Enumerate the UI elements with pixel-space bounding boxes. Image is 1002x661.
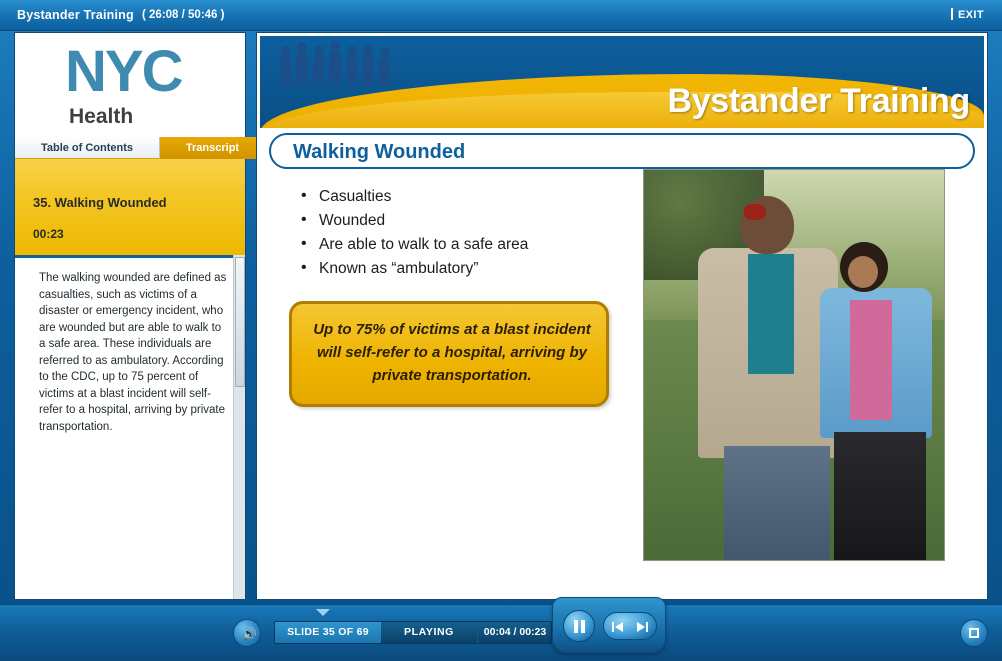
transport-controls [552, 597, 666, 653]
next-icon-bar [646, 622, 648, 632]
transcript-scrollbar[interactable] [233, 255, 245, 599]
callout-text: Up to 75% of victims at a blast incident will self-refer to a hospital, arriving by private transportation. [313, 321, 591, 384]
player-control-bar [0, 604, 1002, 661]
list-item: • Known as “ambulatory” [299, 257, 659, 280]
photo-head-wound [744, 204, 766, 220]
banner-title: Bystander Training [667, 82, 970, 120]
previous-icon[interactable] [615, 622, 623, 632]
photo-man-shirt [748, 254, 794, 374]
photo-man-jeans [724, 446, 830, 561]
title-bar [0, 0, 1002, 31]
callout-box [289, 301, 609, 407]
transcript-panel [15, 255, 245, 599]
slide-photo [643, 169, 945, 561]
transcript-text: The walking wounded are defined as casualties, such as victims of a disaster or emergency incident, who are wounded but are able to walk to a safe area. These individuals are referred to as ambulatory. According to the CDC, up to 75 percent of victims at a blast incident will self-refer to a hospital, arriving by private transportation. [39, 272, 227, 433]
current-slide-header [15, 159, 245, 255]
sidebar-panel [14, 32, 246, 600]
tab-transcript[interactable]: Transcript [160, 137, 265, 159]
list-item: • Are able to walk to a safe area [299, 233, 659, 256]
slide-heading-box [269, 133, 975, 169]
prev-next-button[interactable] [603, 612, 657, 640]
speaker-icon: 🔊 [242, 627, 257, 641]
list-item: • Wounded [299, 209, 659, 232]
fullscreen-button[interactable] [960, 619, 988, 647]
time-elapsed: 00:04 / 00:23 [477, 622, 552, 643]
sidebar-tabs [15, 137, 245, 161]
photo-woman-face [848, 256, 878, 288]
next-icon[interactable] [637, 622, 645, 632]
slide-counter: SLIDE 35 OF 69 [275, 622, 381, 643]
photo-woman-top [850, 300, 892, 420]
slide-heading: Walking Wounded [293, 141, 466, 163]
collapse-arrow-icon[interactable] [316, 609, 330, 616]
window-title: Bystander Training [17, 8, 134, 22]
exit-button[interactable]: EXIT [957, 9, 984, 21]
bullet-list [299, 185, 659, 281]
current-slide-title: 35. Walking Wounded [33, 195, 167, 210]
list-item: • Casualties [299, 185, 659, 208]
logo-primary-text: NYC [65, 39, 182, 104]
course-time-display: ( 26:08 / 50:46 ) [142, 9, 225, 21]
slide-content-panel [256, 32, 988, 600]
fullscreen-icon [969, 628, 979, 638]
people-silhouette-icon [278, 42, 408, 90]
nyc-health-logo [15, 33, 245, 139]
previous-icon-bar [612, 622, 614, 632]
logo-secondary-text: Health [69, 105, 134, 128]
tab-table-of-contents[interactable]: Table of Contents [15, 137, 160, 159]
volume-button[interactable] [233, 619, 261, 647]
play-status: PLAYING [404, 626, 454, 638]
scrollbar-thumb[interactable] [235, 257, 245, 387]
pause-button[interactable] [563, 610, 595, 642]
current-slide-duration: 00:23 [33, 227, 64, 241]
slide-banner [260, 36, 984, 128]
playback-status-strip [274, 621, 552, 644]
photo-woman-pants [834, 432, 926, 561]
